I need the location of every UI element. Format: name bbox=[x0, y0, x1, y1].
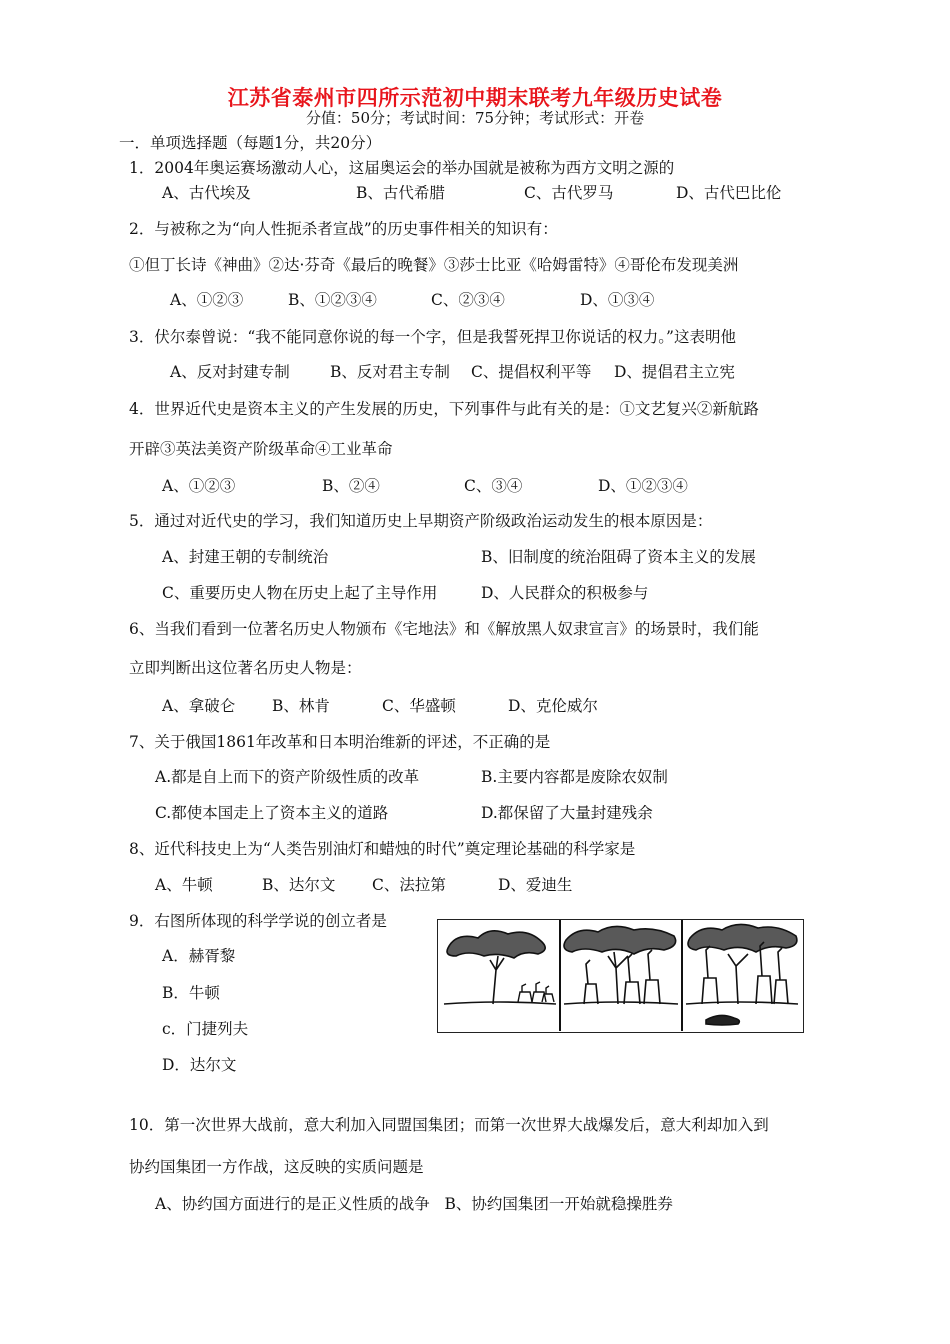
q2-option-a: A、①②③ bbox=[170, 291, 244, 309]
q8-option-b: B、达尔文 bbox=[262, 876, 336, 894]
q1-option-b: B、古代希腊 bbox=[356, 184, 445, 202]
q6-option-a: A、拿破仑 bbox=[162, 697, 236, 715]
q2-option-b: B、①②③④ bbox=[288, 291, 377, 309]
q5-option-a: A、封建王朝的专制统治 bbox=[162, 548, 329, 566]
question-2-stem: 2．与被称之为“向人性扼杀者宣战”的历史事件相关的知识有： bbox=[129, 220, 558, 238]
q3-option-a: A、反对封建专制 bbox=[170, 363, 290, 381]
question-6-stem-cont: 立即判断出这位著名历史人物是： bbox=[129, 659, 362, 677]
giraffe-evolution-illustration bbox=[438, 920, 802, 1031]
q2-option-d: D、①③④ bbox=[580, 291, 655, 309]
q1-option-c: C、古代罗马 bbox=[524, 184, 614, 202]
q9-option-b: B．牛顿 bbox=[162, 984, 220, 1002]
question-10-stem-cont: 协约国集团一方作战，这反映的实质问题是 bbox=[129, 1158, 424, 1176]
exam-title: 江苏省泰州市四所示范初中期末联考九年级历史试卷 bbox=[227, 85, 723, 110]
q9-option-a: A．赫胥黎 bbox=[162, 947, 236, 965]
question-1-stem: 1．2004年奥运赛场激动人心，这届奥运会的举办国就是被称为西方文明之源的 bbox=[129, 159, 675, 177]
q1-option-d: D、古代巴比伦 bbox=[676, 184, 782, 202]
q3-option-d: D、提倡君主立宪 bbox=[614, 363, 735, 381]
question-8-stem: 8、近代科技史上为“人类告别油灯和蜡烛的时代”奠定理论基础的科学家是 bbox=[129, 840, 636, 858]
q7-option-a: A.都是自上而下的资产阶级性质的改革 bbox=[155, 768, 420, 786]
q7-option-d: D.都保留了大量封建残余 bbox=[481, 804, 653, 822]
q3-option-c: C、提倡权利平等 bbox=[471, 363, 592, 381]
q8-option-c: C、法拉第 bbox=[372, 876, 446, 894]
q4-option-b: B、②④ bbox=[322, 477, 380, 495]
question-5-stem: 5．通过对近代史的学习，我们知道历史上早期资产阶级政治运动发生的根本原因是： bbox=[129, 512, 713, 530]
q10-options-ab: A、协约国方面进行的是正义性质的战争 B、协约国集团一开始就稳操胜券 bbox=[155, 1195, 673, 1213]
q9-option-c: c．门捷列夫 bbox=[162, 1020, 249, 1038]
q5-option-b: B、旧制度的统治阻碍了资本主义的发展 bbox=[481, 548, 756, 566]
q8-option-d: D、爱迪生 bbox=[498, 876, 573, 894]
q6-option-d: D、克伦威尔 bbox=[508, 697, 598, 715]
question-4-stem-cont: 开辟③英法美资产阶级革命④工业革命 bbox=[129, 440, 393, 458]
q3-option-b: B、反对君主专制 bbox=[330, 363, 450, 381]
q6-option-b: B、林肯 bbox=[272, 697, 330, 715]
q5-option-d: D、人民群众的积极参与 bbox=[481, 584, 649, 602]
q4-option-a: A、①②③ bbox=[162, 477, 236, 495]
exam-info: 分值：50分；考试时间：75分钟；考试形式：开卷 bbox=[305, 109, 645, 127]
q4-option-d: D、①②③④ bbox=[598, 477, 688, 495]
question-2-stem-cont: ①但丁长诗《神曲》②达·芬奇《最后的晚餐》③莎士比亚《哈姆雷特》④哥伦布发现美洲 bbox=[129, 256, 739, 274]
q1-option-a: A、古代埃及 bbox=[162, 184, 251, 202]
q7-option-c: C.都使本国走上了资本主义的道路 bbox=[155, 804, 389, 822]
question-4-stem: 4．世界近代史是资本主义的产生发展的历史，下列事件与此有关的是：①文艺复兴②新航路 bbox=[129, 400, 759, 418]
question-7-stem: 7、关于俄国1861年改革和日本明治维新的评述，不正确的是 bbox=[129, 733, 551, 751]
q9-option-d: D．达尔文 bbox=[162, 1056, 237, 1074]
q4-option-c: C、③④ bbox=[464, 477, 523, 495]
q6-option-c: C、华盛顿 bbox=[382, 697, 456, 715]
q7-option-b: B.主要内容都是废除农奴制 bbox=[481, 768, 668, 786]
giraffe-evolution-figure bbox=[437, 919, 804, 1033]
q5-option-c: C、重要历史人物在历史上起了主导作用 bbox=[162, 584, 438, 602]
question-9-stem: 9．右图所体现的科学学说的创立者是 bbox=[129, 912, 387, 930]
section-heading: 一．单项选择题（每题1分，共20分） bbox=[119, 134, 382, 152]
question-6-stem: 6、当我们看到一位著名历史人物颁布《宅地法》和《解放黑人奴隶宣言》的场景时，我们能 bbox=[129, 620, 759, 638]
q2-option-c: C、②③④ bbox=[431, 291, 505, 309]
q8-option-a: A、牛顿 bbox=[155, 876, 213, 894]
question-3-stem: 3．伏尔泰曾说：“我不能同意你说的每一个字，但是我誓死捍卫你说话的权力。”这表明他 bbox=[129, 328, 736, 346]
question-10-stem: 10．第一次世界大战前，意大利加入同盟国集团；而第一次世界大战爆发后，意大利却加入到 bbox=[129, 1116, 769, 1134]
